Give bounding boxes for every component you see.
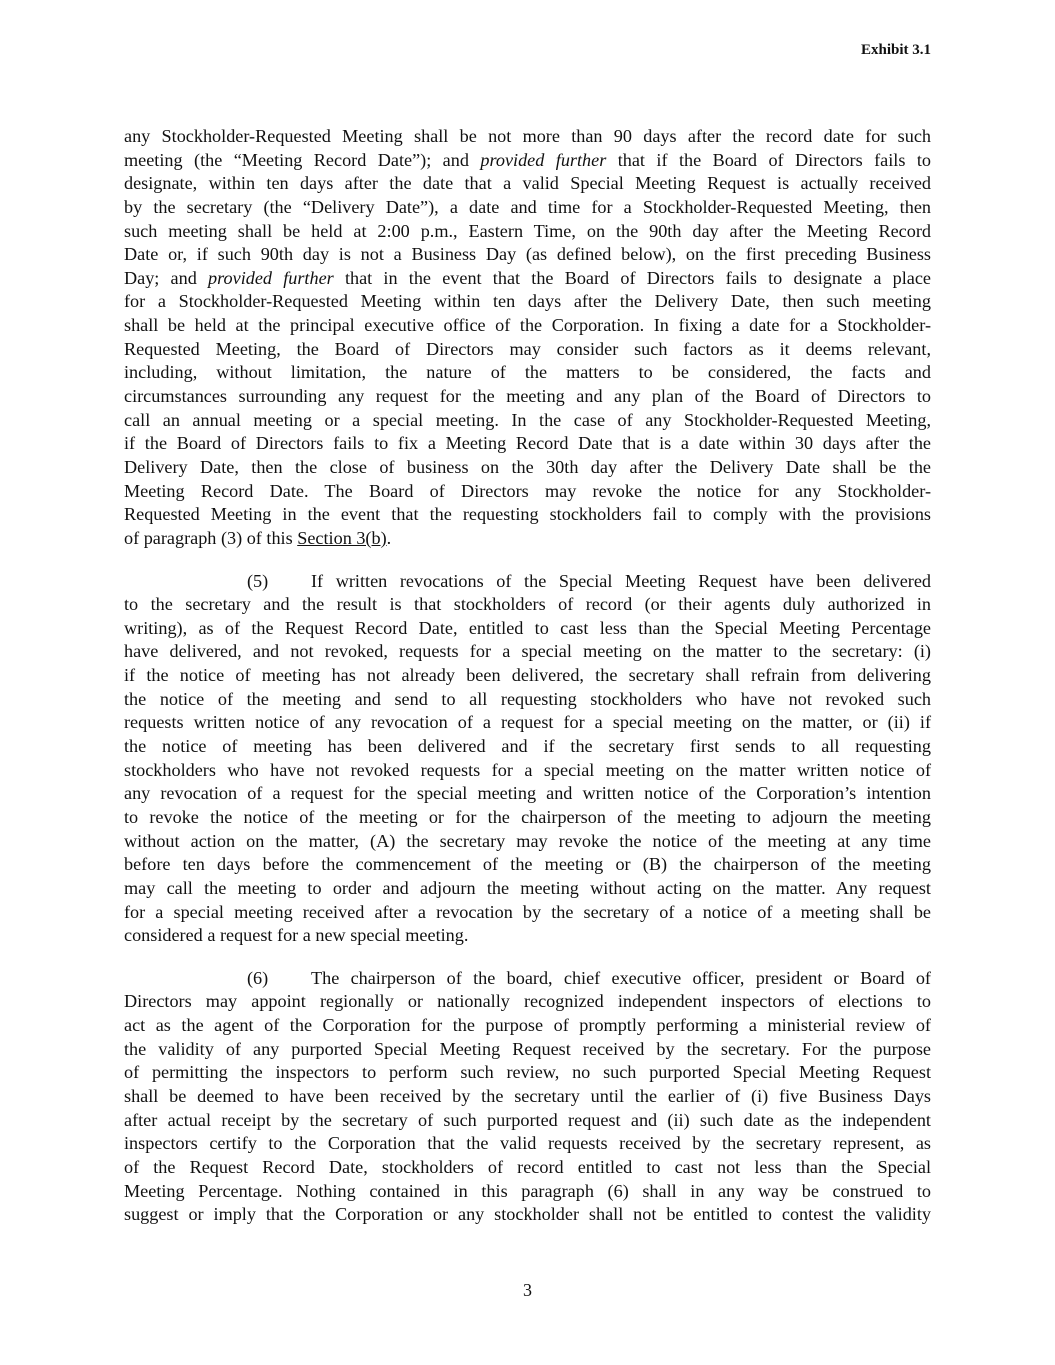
text-line: Directors may appoint regionally or nationally recognized independent inspectors of elections to [124,991,931,1012]
text-line: if the notice of meeting has not already been delivered, the secretary shall refrain from delivering [124,665,931,686]
text-line: Meeting Record Date. The Board of Directors may revoke the notice for any Stockholder- [124,480,931,501]
italic-phrase: provided further [208,267,334,288]
text-line: any Stockholder-Requested Meeting shall be not more than 90 days after the record date for such [124,126,931,146]
text-line: act as the agent of the Corporation for the purpose of promptly performing a ministerial review of [124,1015,931,1036]
text-line: designate, within ten days after the date that a valid Special Meeting Request is actually received [124,173,931,194]
paragraph-5 [124,570,931,948]
text-line: circumstances surrounding any request for the meeting and any plan of the Board of Directors to [124,386,931,407]
paragraph-gap [124,551,931,570]
text-line: before ten days before the commencement of the meeting or (B) the chairperson of the meeting [124,854,931,875]
text-line: shall be deemed to have been received by the secretary until the earlier of (i) five Business Days [124,1085,931,1106]
italic-phrase: provided further [480,149,607,170]
text-line: without action on the matter, (A) the secretary may revoke the notice of the meeting at any time [124,830,931,851]
text-line: Requested Meeting in the event that the requesting stockholders fail to comply with the provisions [124,504,931,525]
text-line: Requested Meeting, the Board of Directors may consider such factors as it deems relevant, [124,338,931,359]
paragraph-number: (6) [247,967,269,988]
text-line: of permitting the inspectors to perform such review, no such purported Special Meeting Request [124,1062,931,1083]
text-line: of the Request Record Date, stockholders of record entitled to cast not less than the Special [124,1156,931,1177]
text-line: such meeting shall be held at 2:00 p.m., Eastern Time, on the 90th day after the Meeting Record [124,220,931,241]
text-line: Day; and provided further that in the event that the Board of Directors fails to designate a place [124,267,931,288]
text-line: inspectors certify to the Corporation that the valid requests received by the secretary represent, as [124,1133,931,1154]
text-line: if the Board of Directors fails to fix a Meeting Record Date that is a date within 30 days after the [124,433,931,454]
paragraph-6 [124,967,931,1227]
exhibit-label: Exhibit 3.1 [860,42,931,58]
text-line: by the secretary (the “Delivery Date”), a date and time for a Stockholder-Requested Meeting, then [124,196,931,217]
text-line: have delivered, and not revoked, requests for a special meeting on the matter to the secretary: (i) [124,641,931,662]
text-line: Date or, if such 90th day is not a Business Day (as defined below), on the first preceding Business [124,244,931,265]
text-line: to the secretary and the result is that stockholders of record (or their agents duly authorized in [124,594,931,615]
text-line: meeting (the “Meeting Record Date”); and provided further that if the Board of Directors fails to [124,149,931,170]
text-line: (5) If written revocations of the Special Meeting Request have been delivered [124,570,931,594]
text-line: the validity of any purported Special Meeting Request received by the secretary. For the purpose [124,1038,931,1059]
paragraph-number: (5) [247,570,269,591]
section-reference: Section 3(b) [297,527,387,548]
text-line: the notice of the meeting and send to all requesting stockholders who have not revoked such [124,688,931,709]
text-line: (6) The chairperson of the board, chief executive officer, president or Board of [124,967,931,991]
text-line: considered a request for a new special meeting. [124,925,469,946]
text-line: shall be held at the principal executive office of the Corporation. In fixing a date for a Stockholder- [124,315,931,336]
text-line: writing), as of the Request Record Date, entitled to cast less than the Special Meeting Percentage [124,617,931,638]
text-line: may call the meeting to order and adjourn the meeting without acting on the matter. Any request [124,877,931,898]
page-number: 3 [523,1280,532,1300]
text-line: to revoke the notice of the meeting or for the chairperson of the meeting to adjourn the meeting [124,806,931,827]
text-line: including, without limitation, the nature of the matters to be considered, the facts and [124,362,931,383]
text-line: call an annual meeting or a special meeting. In the case of any Stockholder-Requested Meeting, [124,409,931,430]
text-line: of paragraph (3) of this Section 3(b). [124,527,392,548]
text-line: the notice of meeting has been delivered and if the secretary first sends to all requesting [124,736,931,757]
text-line: after actual receipt by the secretary of such purported request and (ii) such date as the independent [124,1109,931,1130]
text-line: stockholders who have not revoked requests for a special meeting on the matter written notice of [124,759,931,780]
text-line: Meeting Percentage. Nothing contained in this paragraph (6) shall in any way be construed to [124,1180,931,1201]
text-line: for a Stockholder-Requested Meeting within ten days after the Delivery Date, then such meeting [124,291,931,312]
text-line: for a special meeting received after a revocation by the secretary of a notice of a meeting shall be [124,901,931,922]
paragraph-gap [124,948,931,967]
document-body [124,125,931,1227]
paragraph-continuation [124,125,931,551]
text-line: Delivery Date, then the close of business on the 30th day after the Delivery Date shall be the [124,456,931,477]
text-line: any revocation of a request for the special meeting and written notice of the Corporation’s intention [124,783,931,804]
text-line: suggest or imply that the Corporation or any stockholder shall not be entitled to contest the validity [124,1204,931,1225]
text-line: requests written notice of any revocation of a request for a special meeting on the matter, or (ii) if [124,712,931,733]
